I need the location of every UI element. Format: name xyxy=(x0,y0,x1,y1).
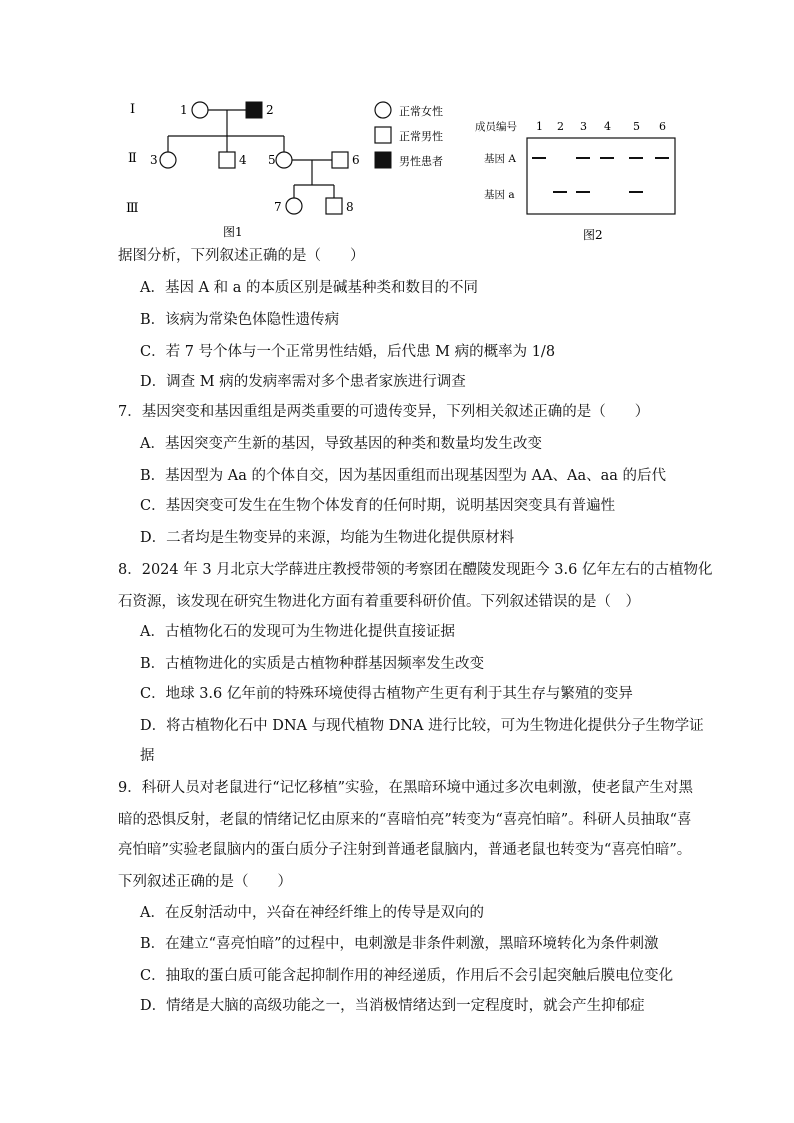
q7-option-a: A．基因突变产生新的基因，导致基因的种类和数量均发生改变 xyxy=(140,436,542,452)
q6-option-d: D．调查 M 病的发病率需对多个患者家族进行调查 xyxy=(140,374,466,390)
q9-stem-line1: 9．科研人员对老鼠进行“记忆移植”实验，在黑暗环境中通过多次电刺激，使老鼠产生对黑 xyxy=(118,780,694,796)
member-4-male xyxy=(219,152,235,168)
legend-normal-female: 正常女性 xyxy=(399,105,443,118)
member-number-2: 2 xyxy=(266,103,274,117)
gel-lane-number-2: 2 xyxy=(557,120,564,133)
legend-normal-male: 正常男性 xyxy=(399,130,443,143)
generation-label-1: Ⅰ xyxy=(130,102,136,117)
gel-chart xyxy=(475,112,685,247)
q6-stem: 据图分析，下列叙述正确的是（ ） xyxy=(118,248,365,264)
member-2-affected-male xyxy=(246,102,262,118)
q6-option-a: A．基因 A 和 a 的本质区别是碱基种类和数目的不同 xyxy=(140,280,479,296)
legend-female-symbol xyxy=(375,102,391,118)
member-7-female xyxy=(286,198,302,214)
member-1-female xyxy=(192,102,208,118)
gel-lane-number-4: 4 xyxy=(604,120,611,133)
q6-option-b: B．该病为常染色体隐性遗传病 xyxy=(140,312,340,328)
legend-male-symbol xyxy=(375,127,391,143)
member-8-male xyxy=(326,198,342,214)
q9-option-b: B．在建立“喜亮怕暗”的过程中，电刺激是非条件刺激，黑暗环境转化为条件刺激 xyxy=(140,936,659,952)
q8-option-d: D．将古植物化石中 DNA 与现代植物 DNA 进行比较，可为生物进化提供分子生物学证 xyxy=(140,718,704,734)
member-number-5: 5 xyxy=(268,153,276,167)
q8-stem-line2: 石资源，该发现在研究生物进化方面有着重要科研价值。下列叙述错误的是（ ） xyxy=(118,594,640,610)
generation-label-2: Ⅱ xyxy=(128,151,137,166)
figure2-caption: 图2 xyxy=(583,228,603,242)
pedigree-chart xyxy=(110,90,460,245)
q7-option-c: C．基因突变可发生在生物个体发育的任何时期，说明基因突变具有普遍性 xyxy=(140,498,616,514)
member-number-3: 3 xyxy=(150,153,158,167)
q8-option-c: C．地球 3.6 亿年前的特殊环境使得古植物产生更有利于其生存与繁殖的变异 xyxy=(140,686,633,702)
gel-header-label: 成员编号 xyxy=(475,121,517,133)
q9-option-c: C．抽取的蛋白质可能含起抑制作用的神经递质，作用后不会引起突触后膜电位变化 xyxy=(140,968,674,984)
q9-option-d: D．情绪是大脑的高级功能之一，当消极情绪达到一定程度时，就会产生抑郁症 xyxy=(140,998,645,1014)
gel-figure xyxy=(475,112,685,247)
legend-affected-symbol xyxy=(375,152,391,168)
member-number-4: 4 xyxy=(239,153,247,167)
q9-option-a: A．在反射活动中，兴奋在神经纤维上的传导是双向的 xyxy=(140,905,484,921)
member-5-female xyxy=(276,152,292,168)
pedigree-figure xyxy=(110,90,460,245)
q7-option-b: B．基因型为 Aa 的个体自交，因为基因重组而出现基因型为 AA、Aa、aa 的后代 xyxy=(140,468,667,484)
member-number-7: 7 xyxy=(274,200,282,214)
gel-lane-number-6: 6 xyxy=(659,120,666,133)
q8-stem-line1: 8．2024 年 3 月北京大学薛进庄教授带领的考察团在醴陵发现距今 3.6 亿年左右的古植物化 xyxy=(118,562,713,578)
q8-option-b: B．古植物进化的实质是古植物种群基因频率发生改变 xyxy=(140,656,485,672)
q8-option-a: A．古植物化石的发现可为生物进化提供直接证据 xyxy=(140,624,455,640)
q7-option-d: D．二者均是生物变异的来源，均能为生物进化提供原材料 xyxy=(140,530,515,546)
q9-stem-line4: 下列叙述正确的是（ ） xyxy=(118,874,292,890)
q9-stem-line3: 亮怕暗”实验老鼠脑内的蛋白质分子注射到普通老鼠脑内，普通老鼠也转变为“喜亮怕暗”。 xyxy=(118,842,692,858)
gel-lane-number-5: 5 xyxy=(633,120,640,133)
legend-affected-male: 男性患者 xyxy=(399,155,443,168)
gel-lane-number-3: 3 xyxy=(580,120,587,133)
figure1-caption: 图1 xyxy=(223,225,243,239)
member-number-8: 8 xyxy=(346,200,354,214)
member-number-6: 6 xyxy=(352,153,360,167)
member-number-1: 1 xyxy=(180,103,188,117)
q7-stem: 7．基因突变和基因重组是两类重要的可遗传变异，下列相关叙述正确的是（ ） xyxy=(118,404,650,420)
q9-stem-line2: 暗的恐惧反射，老鼠的情绪记忆由原来的“喜暗怕亮”转变为“喜亮怕暗”。科研人员抽取“喜 xyxy=(118,812,692,828)
member-3-female xyxy=(160,152,176,168)
member-6-male xyxy=(332,152,348,168)
q8-option-d-continued: 据 xyxy=(140,748,155,764)
gel-row-gene-a: 基因 a xyxy=(484,189,515,201)
gel-lane-number-1: 1 xyxy=(536,120,543,133)
q6-option-c: C．若 7 号个体与一个正常男性结婚，后代患 M 病的概率为 1/8 xyxy=(140,344,556,360)
gel-box xyxy=(527,138,675,214)
gel-row-gene-A: 基因 A xyxy=(484,153,516,165)
generation-label-3: Ⅲ xyxy=(126,201,139,216)
